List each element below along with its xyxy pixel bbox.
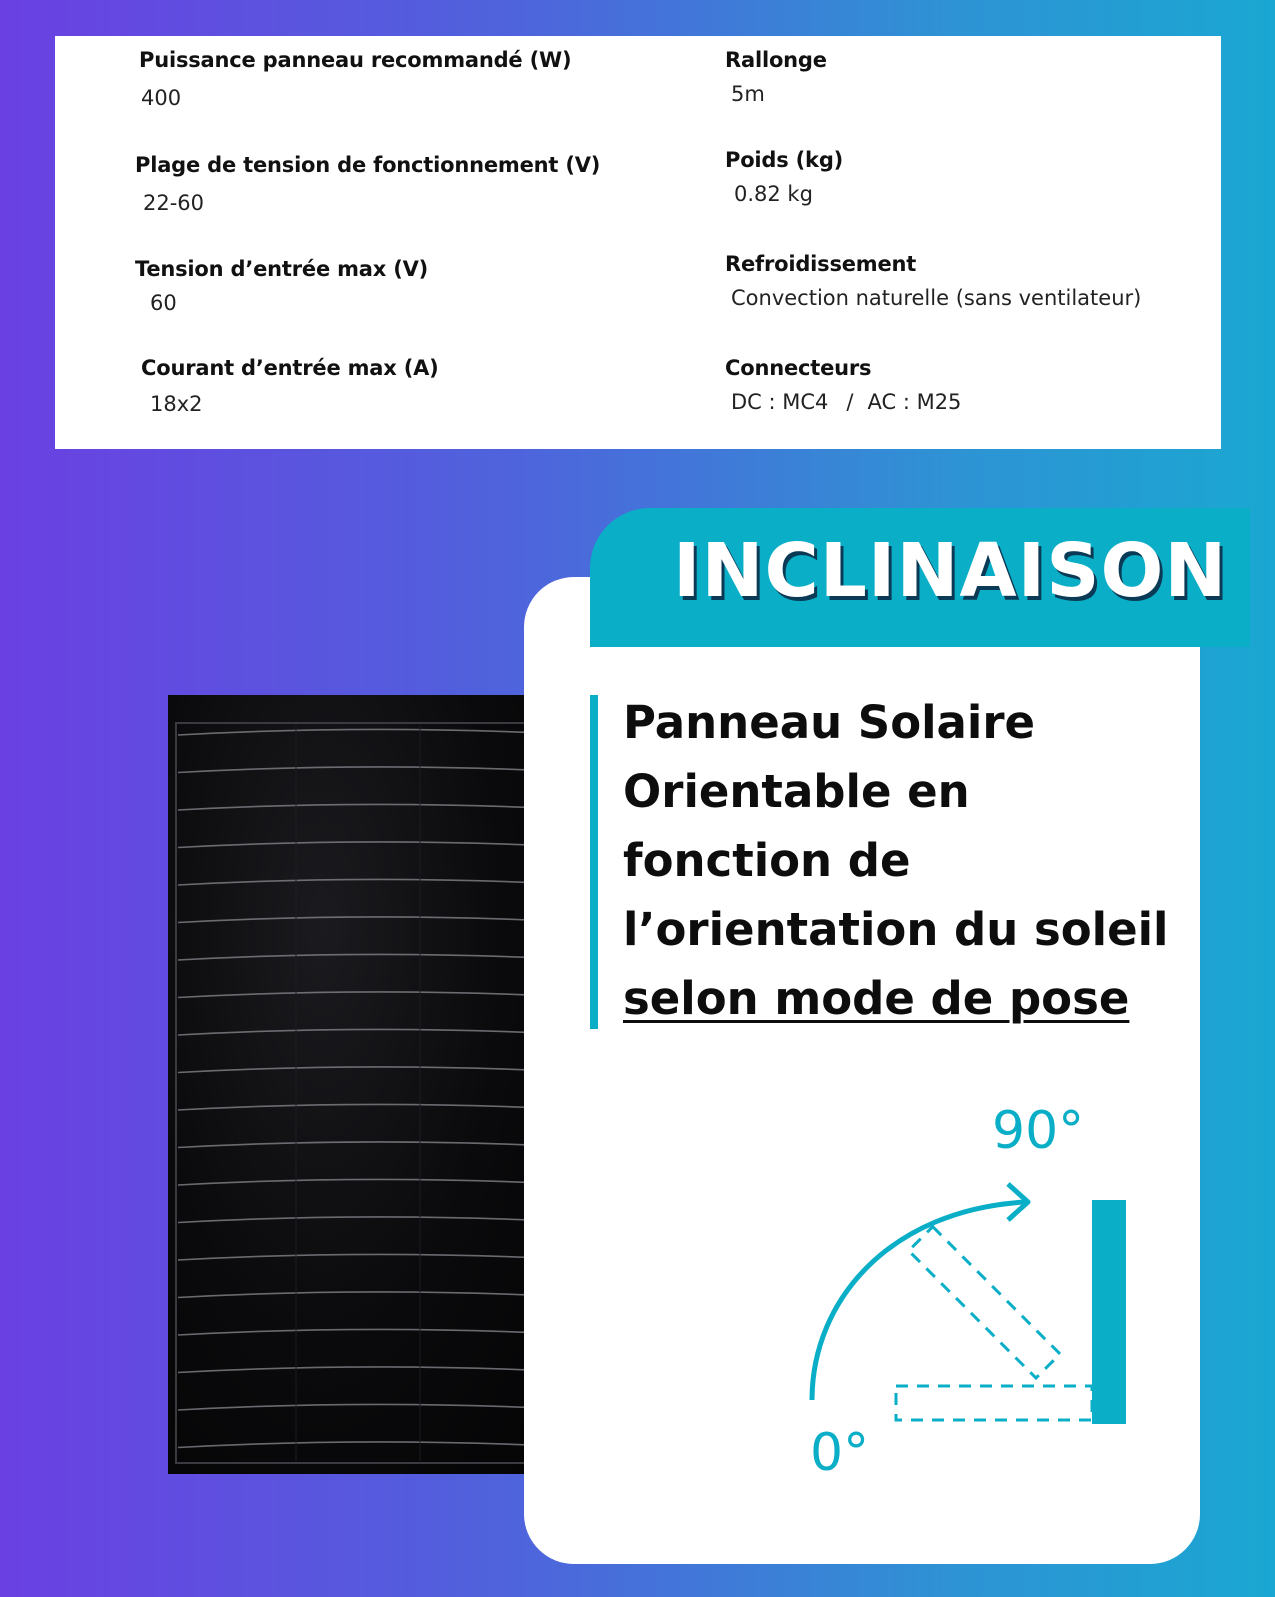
spec-label: Connecteurs bbox=[725, 356, 872, 380]
panel-cell-line bbox=[178, 1217, 542, 1223]
panel-horizontal-dashed bbox=[896, 1386, 1092, 1420]
panel-cell-line bbox=[178, 767, 542, 773]
spec-max-input-voltage bbox=[135, 257, 428, 315]
panel-cell-line bbox=[178, 1142, 542, 1148]
spec-value: 18x2 bbox=[150, 392, 203, 416]
spec-extension-cable bbox=[725, 48, 827, 106]
spec-recommended-power bbox=[139, 48, 571, 110]
spec-label: Refroidissement bbox=[725, 252, 917, 276]
panel-vertical-bar bbox=[1092, 1200, 1126, 1424]
spec-label: Plage de tension de fonctionnement (V) bbox=[135, 153, 601, 177]
panel-cell-line bbox=[178, 729, 542, 735]
tilt-angle-diagram bbox=[780, 1100, 1140, 1480]
spec-label: Tension d’entrée max (V) bbox=[135, 257, 429, 281]
connector-separator: / bbox=[846, 390, 854, 414]
headline-accent-bar bbox=[590, 695, 598, 1029]
spec-value: 0.82 kg bbox=[734, 182, 813, 206]
spec-cooling bbox=[725, 252, 1141, 310]
spec-label: Poids (kg) bbox=[725, 148, 844, 172]
spec-label: Rallonge bbox=[725, 48, 827, 72]
panel-cell-line bbox=[178, 1442, 542, 1448]
panel-cell-line bbox=[178, 879, 542, 885]
spec-weight bbox=[725, 148, 843, 206]
panel-cell-line bbox=[178, 1367, 542, 1373]
panel-cell-line bbox=[178, 917, 542, 923]
rotation-arc bbox=[812, 1202, 1025, 1400]
spec-label: Courant d’entrée max (A) bbox=[141, 356, 439, 380]
angle-90-label: 90° bbox=[992, 1101, 1085, 1161]
spec-voltage-range bbox=[135, 153, 600, 215]
angle-0-label: 0° bbox=[810, 1423, 870, 1480]
inclinaison-title: INCLINAISON bbox=[673, 528, 1228, 614]
panel-cell-line bbox=[178, 992, 542, 998]
headline-text: Panneau Solaire Orientable en fonction de l’orientation du soleil bbox=[623, 696, 1169, 956]
panel-cell-line bbox=[178, 1179, 542, 1185]
spec-value: 400 bbox=[141, 86, 182, 110]
headline-underlined-text: selon mode de pose bbox=[623, 972, 1130, 1025]
panel-frame bbox=[176, 723, 544, 1463]
panel-tilted-dashed bbox=[909, 1227, 1060, 1378]
spec-value: 22-60 bbox=[143, 191, 205, 215]
spec-value: 60 bbox=[150, 291, 177, 315]
spec-value: 5m bbox=[731, 82, 765, 106]
inclinaison-headline bbox=[623, 688, 1183, 1033]
spec-label: Puissance panneau recommandé (W) bbox=[139, 48, 572, 72]
panel-cell-line bbox=[178, 1254, 542, 1260]
panel-cell-line bbox=[178, 954, 542, 960]
spec-connectors bbox=[725, 356, 961, 414]
panel-cell-line bbox=[178, 842, 542, 848]
panel-cell-line bbox=[178, 1404, 542, 1410]
panel-cell-line bbox=[178, 804, 542, 810]
panel-cell-line bbox=[178, 1104, 542, 1110]
solar-panel-cells bbox=[168, 695, 556, 1474]
connector-ac: AC : M25 bbox=[867, 390, 962, 414]
spec-value: Convection naturelle (sans ventilateur) bbox=[731, 286, 1142, 310]
spec-max-input-current bbox=[141, 356, 439, 416]
spec-card bbox=[55, 36, 1221, 449]
solar-panel-photo bbox=[168, 695, 556, 1474]
panel-cell-line bbox=[178, 1029, 542, 1035]
panel-cell-line bbox=[178, 1067, 542, 1073]
connector-dc: DC : MC4 bbox=[731, 390, 829, 414]
panel-cell-line bbox=[178, 1292, 542, 1298]
spec-value bbox=[731, 390, 961, 414]
panel-cell-line bbox=[178, 1329, 542, 1335]
